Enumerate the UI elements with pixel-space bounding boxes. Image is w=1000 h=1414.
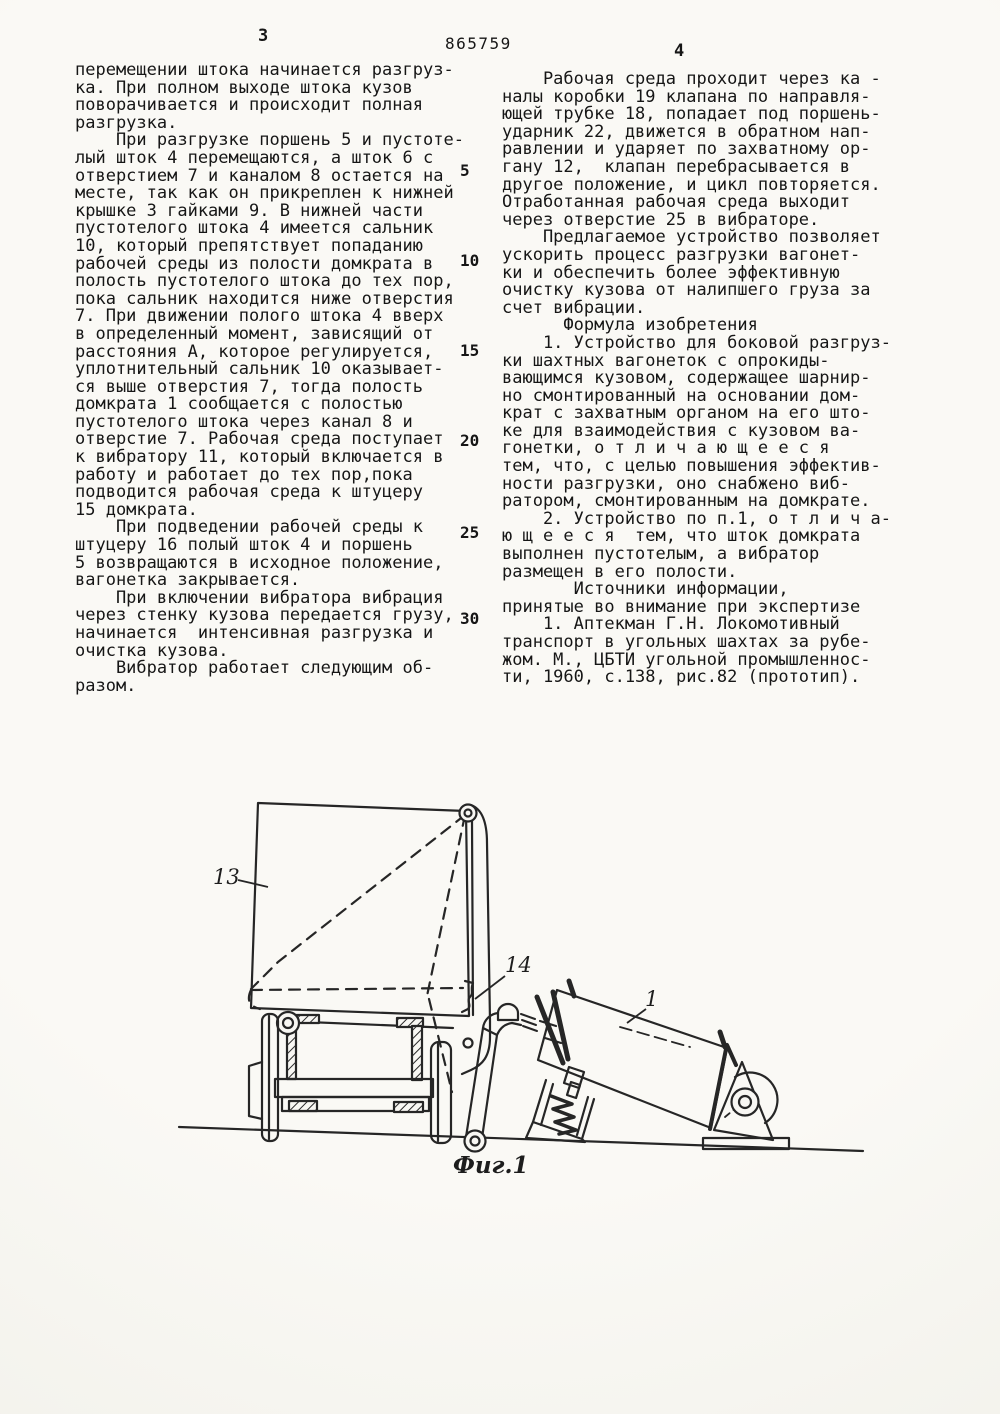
text-line: принятые во внимание при экспертизе bbox=[502, 596, 861, 617]
text-line: Предлагаемое устройство позволяет bbox=[502, 227, 881, 248]
text-line: ности разгрузки, оно снабжено виб- bbox=[502, 473, 850, 494]
page-number-left: 3 bbox=[258, 26, 269, 46]
text-line: вающимся кузовом, содержащее шарнир- bbox=[502, 368, 871, 389]
page-number-right: 4 bbox=[674, 41, 685, 61]
text-line: разгрузка. bbox=[75, 112, 178, 133]
text-line: Рабочая среда проходит через ка - bbox=[502, 69, 881, 89]
text-line: налы коробки 19 клапана по направля- bbox=[502, 86, 871, 107]
text-line: Формула изобретения bbox=[502, 315, 758, 336]
text-line: разом. bbox=[75, 675, 137, 696]
text-line: ке для взаимодействия с кузовом ва- bbox=[502, 420, 861, 441]
text-line: крышке 3 гайками 9. В нижней части bbox=[75, 200, 423, 221]
text-line: уплотнительный сальник 10 оказывает- bbox=[75, 359, 444, 380]
text-line: ющей трубке 18, попадает под поршень- bbox=[502, 104, 881, 125]
text-line: через отверстие 25 в вибраторе. bbox=[502, 209, 820, 230]
text-line: ударник 22, движется в обратном нап- bbox=[502, 121, 871, 142]
lever-ground-pivot bbox=[465, 1131, 486, 1152]
text-line: но смонтированный на основании дом- bbox=[502, 385, 861, 406]
text-line: работу и работает до тех пор,пока bbox=[75, 464, 413, 485]
line-number-15: 15 bbox=[460, 341, 480, 360]
text-line: выполнен пустотелым, а вибратор bbox=[502, 544, 820, 565]
text-line: равлении и ударяет по захватному ор- bbox=[502, 139, 871, 160]
text-line: подводится рабочая среда к штуцеру bbox=[75, 482, 423, 503]
label-1-jack: 1 bbox=[645, 987, 659, 1011]
line-number-10: 10 bbox=[460, 251, 480, 270]
text-line: через стенку кузова передается грузу, bbox=[75, 605, 454, 626]
line-number-30: 30 bbox=[460, 609, 480, 628]
text-line: ки шахтных вагонеток с опрокиды- bbox=[502, 350, 830, 371]
text-line: начинается интенсивная разгрузка и bbox=[75, 623, 434, 643]
text-line: тем, что, с целью повышения эффектив- bbox=[502, 456, 881, 477]
text-line: другое положение, и цикл повторяется. bbox=[502, 174, 881, 195]
text-line: жом. М., ЦБТИ угольной промышленнос- bbox=[502, 649, 871, 670]
label-14-grab: 14 bbox=[505, 953, 532, 977]
text-line: ускорить процесс разгрузки вагонет- bbox=[502, 244, 861, 265]
text-line: ти, 1960, с.138, рис.82 (прототип). bbox=[502, 667, 861, 688]
text-line: 15 домкрата. bbox=[75, 499, 198, 520]
text-line: вагонетка закрывается. bbox=[75, 570, 301, 591]
text-line: Источники информации, bbox=[502, 579, 789, 600]
wagon-body bbox=[249, 803, 469, 1092]
text-line: ю щ е е с я тем, что шток домкрата bbox=[502, 526, 861, 547]
text-line: гану 12, клапан перебрасывается в bbox=[502, 156, 850, 177]
text-line: Отработанная рабочая среда выходит bbox=[502, 192, 850, 213]
line-number-5: 5 bbox=[460, 161, 470, 180]
text-line: рабочей среды из полости домкрата в bbox=[75, 253, 434, 274]
text-line: полость пустотелого штока до тех пор, bbox=[75, 271, 454, 292]
text-line: счет вибрации. bbox=[502, 297, 646, 318]
left-column bbox=[75, 62, 464, 695]
text-line: в определенный момент, зависящий от bbox=[75, 323, 434, 344]
text-line: При подведении рабочей среды к bbox=[75, 517, 423, 538]
line-number-25: 25 bbox=[460, 523, 480, 542]
text-line: к вибратору 11, который включается в bbox=[75, 447, 444, 468]
right-column bbox=[502, 71, 891, 687]
text-line: лый шток 4 перемещаются, а шток 6 с bbox=[75, 147, 434, 168]
text-line: 5 возвращаются в исходное положение, bbox=[75, 552, 444, 573]
text-line: При включении вибратора вибрация bbox=[75, 587, 444, 608]
line-number-20: 20 bbox=[460, 431, 480, 450]
text-line: крат с захватным органом на его што- bbox=[502, 403, 871, 424]
text-line: штуцеру 16 полый шток 4 и поршень bbox=[75, 535, 413, 556]
figure-1 bbox=[165, 785, 865, 1185]
text-line: ся выше отверстия 7, тогда полость bbox=[75, 376, 423, 397]
text-line: 1. Устройство для боковой разгруз- bbox=[502, 332, 891, 353]
text-line: 7. При движении полого штока 4 вверх bbox=[75, 306, 444, 327]
text-line: очистку кузова от налипшего груза за bbox=[502, 280, 871, 301]
text-line: ка. При полном выходе штока кузов bbox=[75, 77, 413, 98]
text-line: пустотелого штока через канал 8 и bbox=[75, 411, 413, 432]
figure-caption: Фиг.1 bbox=[453, 1152, 529, 1179]
text-line: пока сальник находится ниже отверстия bbox=[75, 288, 454, 309]
text-line: При разгрузке поршень 5 и пустоте- bbox=[75, 130, 464, 151]
text-line: расстояния А, которое регулируется, bbox=[75, 341, 434, 362]
text-line: очистка кузова. bbox=[75, 640, 229, 661]
text-line: 1. Аптекман Г.Н. Локомотивный bbox=[502, 614, 840, 635]
text-line: Вибратор работает следующим об- bbox=[75, 658, 434, 679]
text-line: 10, который препятствует попаданию bbox=[75, 235, 423, 256]
text-line: транспорт в угольных шахтах за рубе- bbox=[502, 632, 871, 652]
text-line: ратором, смонтированным на домкрате. bbox=[502, 491, 871, 512]
figure-drawing bbox=[165, 785, 865, 1185]
text-line: гонетки, о т л и ч а ю щ е е с я bbox=[502, 438, 830, 459]
grab-lever bbox=[466, 1004, 537, 1145]
text-line: домкрата 1 сообщается с полостью bbox=[75, 394, 403, 415]
top-pivot bbox=[460, 805, 477, 822]
label-13-body: 13 bbox=[213, 865, 240, 889]
chassis bbox=[275, 1012, 433, 1112]
patent-number: 865759 bbox=[445, 34, 512, 53]
text-line: отверстие 7. Рабочая среда поступает bbox=[75, 429, 444, 450]
text-line: месте, так как он прикреплен к нижней bbox=[75, 183, 454, 204]
text-line: ки и обеспечить более эффективную bbox=[502, 262, 840, 283]
text-line: отверстием 7 и каналом 8 остается на bbox=[75, 165, 444, 186]
text-line: 2. Устройство по п.1, о т л и ч а- bbox=[502, 508, 891, 529]
text-line: пустотелого штока 4 имеется сальник bbox=[75, 218, 434, 239]
text-line: размещен в его полости. bbox=[502, 561, 738, 582]
tipped-body-dashed-outline bbox=[249, 815, 465, 1092]
text-line: поворачивается и происходит полная bbox=[75, 95, 423, 116]
text-line: перемещении штока начинается разгруз- bbox=[75, 60, 454, 80]
